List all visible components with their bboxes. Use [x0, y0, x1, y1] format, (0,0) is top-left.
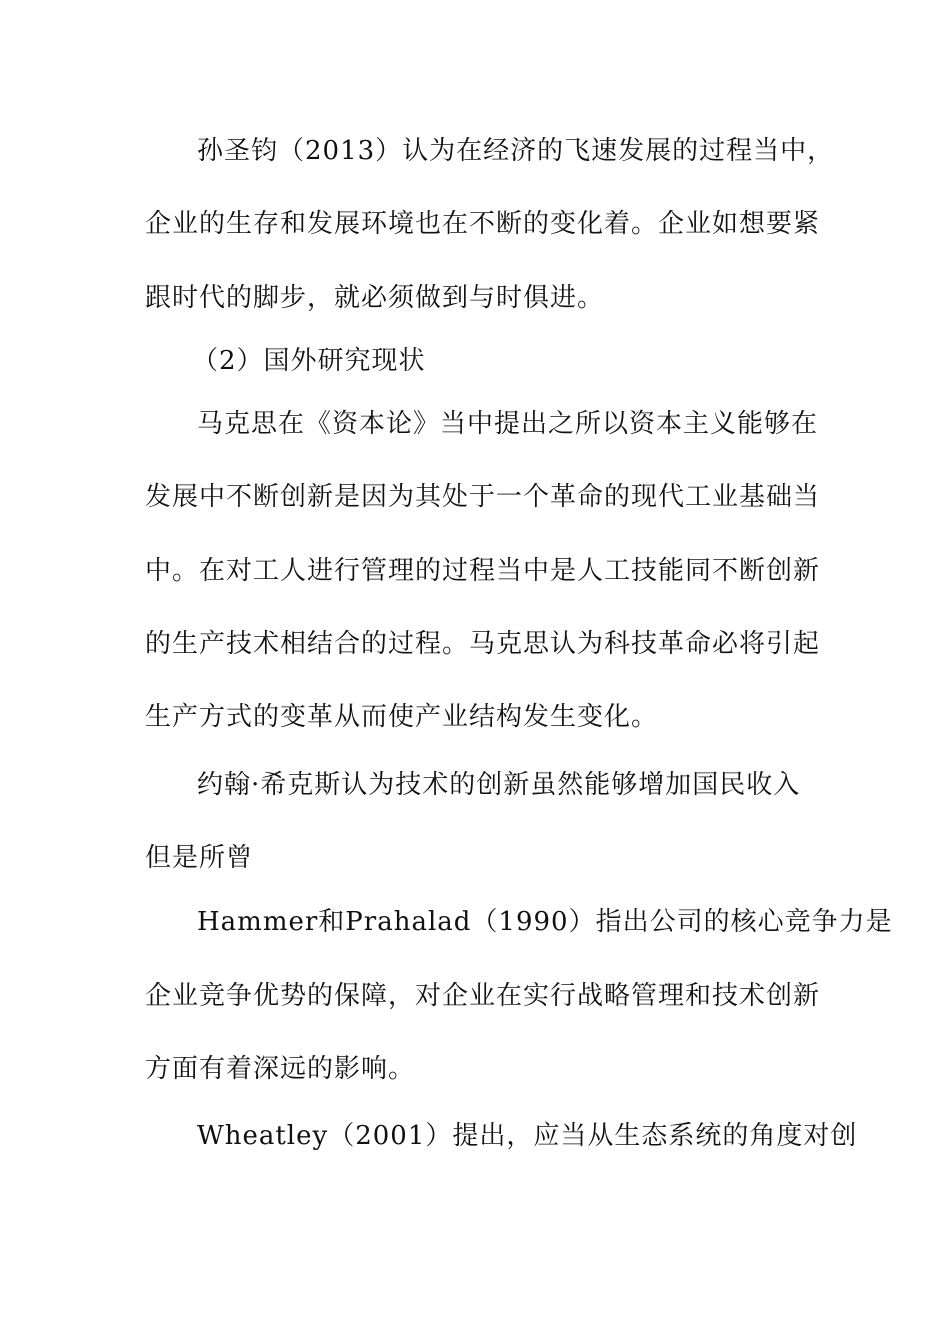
text-line: 但是所曾: [145, 843, 254, 873]
text-line: Hammer和Prahalad（1990）指出公司的核心竞争力是: [197, 907, 893, 937]
text-line: 跟时代的脚步，就必须做到与时俱进。: [145, 283, 605, 313]
text-line: 的生产技术相结合的过程。马克思认为科技革命必将引起: [145, 629, 821, 659]
section-heading: （2）国外研究现状: [192, 346, 426, 376]
text-line: 生产方式的变革从而使产业结构发生变化。: [145, 702, 659, 732]
text-line: 孙圣钧（2013）认为在经济的飞速发展的过程当中，: [197, 136, 835, 166]
text-line: 马克思在《资本论》当中提出之所以资本主义能够在: [197, 409, 819, 439]
text-line: 企业的生存和发展环境也在不断的变化着。企业如想要紧: [145, 209, 821, 239]
text-line: Wheatley（2001）提出，应当从生态系统的角度对创: [197, 1121, 858, 1151]
text-line: 方面有着深远的影响。: [145, 1054, 416, 1084]
text-line: 中。在对工人进行管理的过程当中是人工技能同不断创新: [145, 556, 821, 586]
text-line: 发展中不断创新是因为其处于一个革命的现代工业基础当: [145, 482, 821, 512]
text-line: 企业竞争优势的保障，对企业在实行战略管理和技术创新: [145, 981, 821, 1011]
text-line: 约翰·希克斯认为技术的创新虽然能够增加国民收入: [197, 770, 801, 800]
